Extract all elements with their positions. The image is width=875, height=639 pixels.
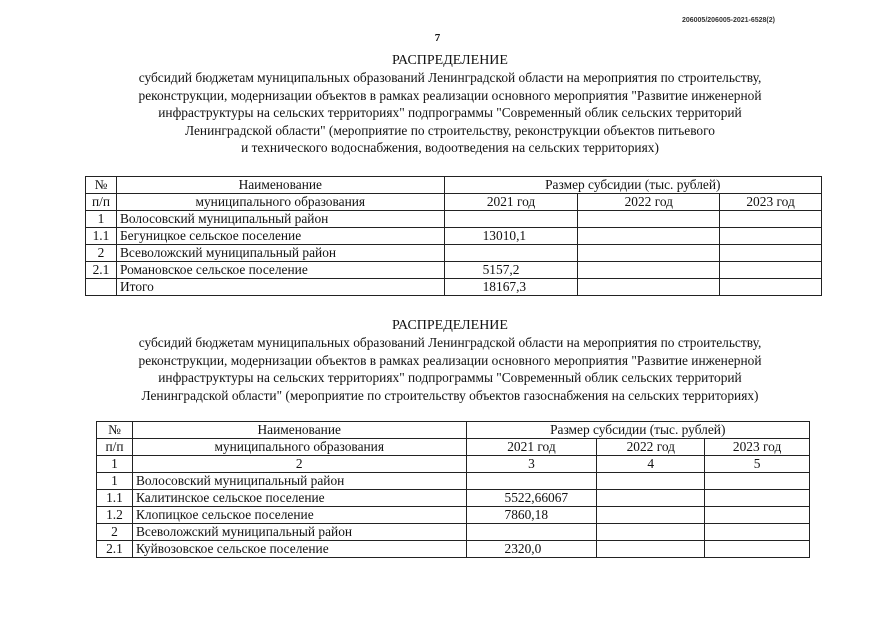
section1-subtitle-line: реконструкции, модернизации объектов в рамках реализации основного мероприятия "Развитие инженерной xyxy=(138,87,762,103)
cell-2023 xyxy=(705,490,810,507)
table-row xyxy=(86,228,822,245)
cell-name: Волосовский муниципальный район xyxy=(132,473,466,490)
table-header-row xyxy=(97,422,810,439)
column-number: 2 xyxy=(132,456,466,473)
cell-name: Всеволожский муниципальный район xyxy=(132,524,466,541)
cell-name: Клопицкое сельское поселение xyxy=(132,507,466,524)
table-row-total xyxy=(86,279,822,296)
cell-2022 xyxy=(597,541,705,558)
section1-subtitle-line: и технического водоснабжения, водоотведения на сельских территориях) xyxy=(241,140,659,155)
cell-2023 xyxy=(705,541,810,558)
table-row xyxy=(86,262,822,279)
table-row xyxy=(97,524,810,541)
section1-heading xyxy=(0,52,875,157)
cell-2022 xyxy=(578,279,720,296)
cell-name: Калитинское сельское поселение xyxy=(132,490,466,507)
header-name: муниципального образования xyxy=(116,194,444,211)
cell-2021 xyxy=(466,473,597,490)
cell-num: 1 xyxy=(97,473,133,490)
cell-2021 xyxy=(466,524,597,541)
header-num: № xyxy=(86,177,117,194)
cell-2022 xyxy=(597,490,705,507)
table-header-row xyxy=(86,194,822,211)
column-number: 1 xyxy=(97,456,133,473)
section2-heading xyxy=(0,317,875,404)
header-num: п/п xyxy=(97,439,133,456)
section1-subtitle-line: Ленинградской области" (мероприятие по строительству, реконструкции объектов питьевого xyxy=(185,122,715,138)
cell-num: 1 xyxy=(86,211,117,228)
cell-2021: 5522,66067 xyxy=(466,490,597,507)
section1-table xyxy=(85,176,822,296)
cell-2022 xyxy=(578,262,720,279)
cell-2023 xyxy=(705,524,810,541)
column-number: 5 xyxy=(705,456,810,473)
cell-num: 1.1 xyxy=(97,490,133,507)
cell-name: Итого xyxy=(116,279,444,296)
header-year-2023: 2023 год xyxy=(705,439,810,456)
cell-2022 xyxy=(578,211,720,228)
cell-2022 xyxy=(597,507,705,524)
header-year-2021: 2021 год xyxy=(444,194,578,211)
table-row xyxy=(97,541,810,558)
header-name: Наименование xyxy=(132,422,466,439)
cell-num xyxy=(86,279,117,296)
header-num: п/п xyxy=(86,194,117,211)
cell-num: 2.1 xyxy=(97,541,133,558)
cell-2021: 2320,0 xyxy=(466,541,597,558)
cell-2023 xyxy=(720,228,822,245)
cell-2023 xyxy=(720,211,822,228)
table-row xyxy=(97,507,810,524)
header-year-2022: 2022 год xyxy=(578,194,720,211)
cell-num: 1.2 xyxy=(97,507,133,524)
cell-num: 2 xyxy=(97,524,133,541)
column-number-row xyxy=(97,456,810,473)
cell-2023 xyxy=(705,473,810,490)
section2-subtitle-line: субсидий бюджетам муниципальных образований Ленинградской области на мероприятия по строительству, xyxy=(138,335,762,350)
header-name: Наименование xyxy=(116,177,444,194)
cell-2022 xyxy=(578,245,720,262)
header-year-2021: 2021 год xyxy=(466,439,597,456)
section2-subtitle-line: Ленинградской области" (мероприятие по строительству объектов газоснабжения на сельских территориях) xyxy=(141,387,759,403)
cell-num: 1.1 xyxy=(86,228,117,245)
cell-2021: 7860,18 xyxy=(466,507,597,524)
cell-2021: 18167,3 xyxy=(444,279,578,296)
table-header-row xyxy=(97,439,810,456)
cell-2021 xyxy=(444,211,578,228)
page-number: 7 xyxy=(434,32,441,44)
cell-num: 2.1 xyxy=(86,262,117,279)
section2-subtitle-line: реконструкции, модернизации объектов в рамках реализации основного мероприятия "Развитие инженерной xyxy=(138,352,762,368)
cell-2023 xyxy=(705,507,810,524)
section2-title: РАСПРЕДЕЛЕНИЕ xyxy=(392,318,508,333)
cell-2023 xyxy=(720,279,822,296)
cell-2022 xyxy=(597,473,705,490)
section1-subtitle-line: субсидий бюджетам муниципальных образований Ленинградской области на мероприятия по строительству, xyxy=(138,70,762,85)
cell-2021 xyxy=(444,245,578,262)
cell-name: Волосовский муниципальный район xyxy=(116,211,444,228)
column-number: 3 xyxy=(466,456,597,473)
table-row xyxy=(86,245,822,262)
cell-num: 2 xyxy=(86,245,117,262)
table-row xyxy=(97,490,810,507)
cell-name: Бегуницкое сельское поселение xyxy=(116,228,444,245)
column-number: 4 xyxy=(597,456,705,473)
cell-name: Куйвозовское сельское поселение xyxy=(132,541,466,558)
table-row xyxy=(97,473,810,490)
section2-subtitle-line: инфраструктуры на сельских территориях" подпрограммы "Современный облик сельских территорий xyxy=(158,370,742,385)
cell-2022 xyxy=(597,524,705,541)
section1-subtitle-line: инфраструктуры на сельских территориях" подпрограммы "Современный облик сельских территорий xyxy=(158,105,742,120)
cell-2023 xyxy=(720,262,822,279)
header-year-2023: 2023 год xyxy=(720,194,822,211)
header-year-2022: 2022 год xyxy=(597,439,705,456)
header-name: муниципального образования xyxy=(132,439,466,456)
header-size: Размер субсидии (тыс. рублей) xyxy=(466,422,810,439)
header-size: Размер субсидии (тыс. рублей) xyxy=(444,177,821,194)
cell-2021: 5157,2 xyxy=(444,262,578,279)
document-id: 206005/206005-2021-6528(2) xyxy=(681,17,775,24)
cell-name: Всеволожский муниципальный район xyxy=(116,245,444,262)
header-num: № xyxy=(97,422,133,439)
cell-2022 xyxy=(578,228,720,245)
section1-title: РАСПРЕДЕЛЕНИЕ xyxy=(392,53,508,68)
cell-name: Романовское сельское поселение xyxy=(116,262,444,279)
section2-table xyxy=(96,421,810,558)
table-header-row xyxy=(86,177,822,194)
cell-2023 xyxy=(720,245,822,262)
table-row xyxy=(86,211,822,228)
cell-2021: 13010,1 xyxy=(444,228,578,245)
